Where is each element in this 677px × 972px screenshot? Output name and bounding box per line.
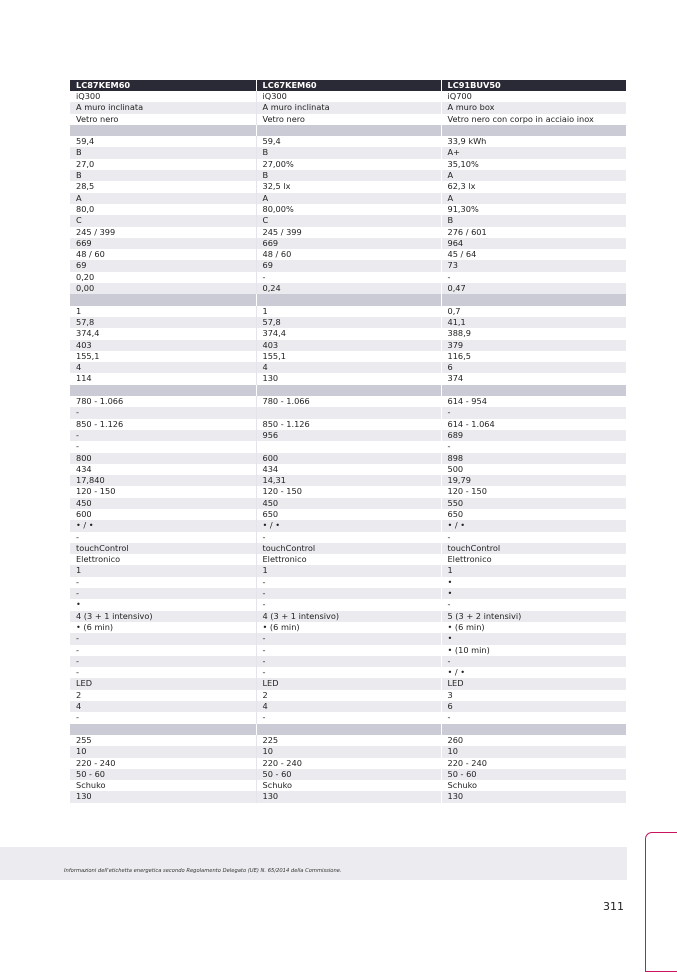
table-row — [70, 577, 626, 588]
separator-cell — [441, 385, 626, 396]
separator-cell — [256, 125, 441, 136]
table-cell: 130 — [441, 791, 626, 802]
table-cell: 600 — [256, 453, 441, 464]
table-cell: A muro box — [441, 102, 626, 113]
table-row — [70, 373, 626, 384]
table-cell — [256, 441, 441, 452]
table-cell: 80,00% — [256, 204, 441, 215]
table-cell: - — [441, 712, 626, 723]
table-cell: 116,5 — [441, 351, 626, 362]
table-row — [70, 532, 626, 543]
table-row — [70, 396, 626, 407]
separator-cell — [70, 125, 256, 136]
table-row — [70, 340, 626, 351]
table-cell: 500 — [441, 464, 626, 475]
table-cell: 245 / 399 — [70, 227, 256, 238]
table-row — [70, 622, 626, 633]
table-cell: 669 — [70, 238, 256, 249]
table-cell: 155,1 — [256, 351, 441, 362]
table-cell: - — [70, 407, 256, 418]
table-row — [70, 136, 626, 147]
table-cell: - — [441, 441, 626, 452]
table-cell: 1 — [70, 306, 256, 317]
table-cell: 57,8 — [256, 317, 441, 328]
table-cell: 4 — [70, 701, 256, 712]
table-cell: 32,5 lx — [256, 181, 441, 192]
table-cell: Elettronico — [70, 554, 256, 565]
table-cell: • (10 min) — [441, 645, 626, 656]
table-cell: 1 — [70, 565, 256, 576]
table-cell: 4 — [256, 362, 441, 373]
table-cell: 27,0 — [70, 159, 256, 170]
table-cell: - — [441, 272, 626, 283]
table-cell: 600 — [70, 509, 256, 520]
table-row — [70, 102, 626, 113]
table-cell: 260 — [441, 735, 626, 746]
table-cell: - — [70, 667, 256, 678]
table-cell: • — [441, 588, 626, 599]
table-cell: 4 (3 + 1 intensivo) — [70, 611, 256, 622]
table-row — [70, 159, 626, 170]
table-cell: 0,24 — [256, 283, 441, 294]
table-row — [70, 328, 626, 339]
table-cell: 434 — [70, 464, 256, 475]
header-row — [70, 80, 626, 91]
table-cell: 130 — [256, 373, 441, 384]
table-cell: 10 — [256, 746, 441, 757]
table-row — [70, 486, 626, 497]
table-cell: - — [256, 645, 441, 656]
table-row — [70, 91, 626, 102]
table-cell: - — [70, 430, 256, 441]
table-cell: B — [70, 170, 256, 181]
table-cell: 120 - 150 — [70, 486, 256, 497]
table-row — [70, 283, 626, 294]
table-cell: - — [256, 577, 441, 588]
table-cell: 17,840 — [70, 475, 256, 486]
model-header: LC91BUV50 — [441, 80, 626, 91]
spec-body — [70, 91, 626, 803]
table-cell: A — [441, 170, 626, 181]
table-cell: 388,9 — [441, 328, 626, 339]
table-cell: A muro inclinata — [256, 102, 441, 113]
table-row — [70, 272, 626, 283]
table-cell: touchControl — [70, 543, 256, 554]
table-row — [70, 170, 626, 181]
table-cell: 6 — [441, 362, 626, 373]
table-cell: A muro inclinata — [70, 102, 256, 113]
table-cell: Vetro nero con corpo in acciaio inox — [441, 114, 626, 125]
table-cell: 155,1 — [70, 351, 256, 362]
table-cell: 2 — [256, 690, 441, 701]
table-cell: 4 (3 + 1 intensivo) — [256, 611, 441, 622]
table-cell: 80,0 — [70, 204, 256, 215]
table-row — [70, 746, 626, 757]
separator-cell — [256, 294, 441, 305]
table-row — [70, 215, 626, 226]
table-cell: - — [441, 407, 626, 418]
table-row — [70, 735, 626, 746]
table-cell: 956 — [256, 430, 441, 441]
table-cell: 800 — [70, 453, 256, 464]
table-cell: 276 / 601 — [441, 227, 626, 238]
table-cell: C — [70, 215, 256, 226]
table-cell: • — [70, 599, 256, 610]
table-cell: 3 — [441, 690, 626, 701]
table-cell: iQ300 — [256, 91, 441, 102]
table-cell: - — [70, 656, 256, 667]
separator-cell — [256, 385, 441, 396]
table-cell: 669 — [256, 238, 441, 249]
table-cell: - — [256, 532, 441, 543]
table-cell: 220 - 240 — [256, 758, 441, 769]
table-row — [70, 351, 626, 362]
table-cell: 550 — [441, 498, 626, 509]
table-cell: 69 — [256, 260, 441, 271]
table-cell: 50 - 60 — [256, 769, 441, 780]
table-cell: 50 - 60 — [441, 769, 626, 780]
table-row — [70, 430, 626, 441]
table-cell: touchControl — [256, 543, 441, 554]
table-cell: 1 — [256, 306, 441, 317]
section-separator — [70, 125, 626, 136]
table-cell: • / • — [70, 520, 256, 531]
table-row — [70, 204, 626, 215]
table-cell: • — [441, 633, 626, 644]
table-row — [70, 712, 626, 723]
table-row — [70, 441, 626, 452]
table-row — [70, 249, 626, 260]
table-row — [70, 520, 626, 531]
table-cell: - — [256, 599, 441, 610]
table-cell: 6 — [441, 701, 626, 712]
table-cell: B — [256, 147, 441, 158]
table-row — [70, 238, 626, 249]
table-cell: 73 — [441, 260, 626, 271]
section-separator — [70, 385, 626, 396]
table-cell: 0,20 — [70, 272, 256, 283]
table-cell: • / • — [441, 520, 626, 531]
footnote-band — [0, 847, 627, 880]
table-cell: iQ700 — [441, 91, 626, 102]
table-row — [70, 678, 626, 689]
table-cell: 28,5 — [70, 181, 256, 192]
table-cell: Schuko — [256, 780, 441, 791]
table-cell: - — [70, 441, 256, 452]
table-row — [70, 791, 626, 802]
table-row — [70, 667, 626, 678]
table-cell: 120 - 150 — [441, 486, 626, 497]
table-cell: Vetro nero — [256, 114, 441, 125]
table-cell: - — [256, 656, 441, 667]
table-cell: 898 — [441, 453, 626, 464]
table-cell: - — [441, 656, 626, 667]
table-cell: - — [256, 588, 441, 599]
table-cell: 48 / 60 — [70, 249, 256, 260]
table-row — [70, 419, 626, 430]
table-cell: B — [70, 147, 256, 158]
footnote: Informazioni dell'etichetta energetica secondo Regolamento Delegato (UE) N. 65/2014 della Commissione. — [64, 868, 342, 874]
table-cell: 10 — [70, 746, 256, 757]
table-cell: - — [256, 712, 441, 723]
table-cell: 130 — [256, 791, 441, 802]
table-cell — [256, 407, 441, 418]
table-cell: 650 — [256, 509, 441, 520]
table-row — [70, 758, 626, 769]
table-cell: 450 — [256, 498, 441, 509]
section-separator — [70, 294, 626, 305]
table-cell: 114 — [70, 373, 256, 384]
table-cell: 50 - 60 — [70, 769, 256, 780]
page-number: 311 — [603, 900, 624, 913]
table-row — [70, 543, 626, 554]
table-cell: 41,1 — [441, 317, 626, 328]
table-cell: 964 — [441, 238, 626, 249]
table-cell: 850 - 1.126 — [70, 419, 256, 430]
table-row — [70, 464, 626, 475]
table-cell: touchControl — [441, 543, 626, 554]
table-row — [70, 407, 626, 418]
table-cell: 220 - 240 — [70, 758, 256, 769]
table-cell: • (6 min) — [441, 622, 626, 633]
table-cell: LED — [70, 678, 256, 689]
table-cell: 689 — [441, 430, 626, 441]
table-row — [70, 645, 626, 656]
table-cell: 379 — [441, 340, 626, 351]
separator-cell — [70, 385, 256, 396]
model-header: LC67KEM60 — [256, 80, 441, 91]
table-cell: 10 — [441, 746, 626, 757]
table-row — [70, 633, 626, 644]
table-cell: 850 - 1.126 — [256, 419, 441, 430]
table-cell: B — [441, 215, 626, 226]
table-cell: 0,00 — [70, 283, 256, 294]
table-cell: A — [256, 193, 441, 204]
separator-cell — [70, 294, 256, 305]
table-row — [70, 181, 626, 192]
table-cell: 48 / 60 — [256, 249, 441, 260]
table-cell: 4 — [256, 701, 441, 712]
table-cell: 0,47 — [441, 283, 626, 294]
table-cell: Schuko — [70, 780, 256, 791]
table-cell: 130 — [70, 791, 256, 802]
table-cell: 4 — [70, 362, 256, 373]
table-cell: • (6 min) — [256, 622, 441, 633]
table-cell: 59,4 — [70, 136, 256, 147]
table-cell: 374,4 — [70, 328, 256, 339]
table-cell: 403 — [70, 340, 256, 351]
table-cell: Schuko — [441, 780, 626, 791]
table-cell: 35,10% — [441, 159, 626, 170]
table-cell: - — [70, 645, 256, 656]
separator-cell — [441, 294, 626, 305]
spec-table — [70, 80, 626, 803]
table-cell: Vetro nero — [70, 114, 256, 125]
table-cell: 225 — [256, 735, 441, 746]
table-cell: iQ300 — [70, 91, 256, 102]
table-cell: 120 - 150 — [256, 486, 441, 497]
table-cell: 614 - 1.064 — [441, 419, 626, 430]
table-row — [70, 588, 626, 599]
table-row — [70, 306, 626, 317]
side-tab-marker — [645, 832, 677, 972]
table-row — [70, 193, 626, 204]
table-row — [70, 780, 626, 791]
table-row — [70, 317, 626, 328]
table-cell: 245 / 399 — [256, 227, 441, 238]
table-cell: 450 — [70, 498, 256, 509]
table-row — [70, 260, 626, 271]
table-cell: - — [256, 667, 441, 678]
table-cell: - — [70, 588, 256, 599]
table-cell: 59,4 — [256, 136, 441, 147]
table-cell: 650 — [441, 509, 626, 520]
table-row — [70, 599, 626, 610]
separator-cell — [256, 724, 441, 735]
table-cell: 255 — [70, 735, 256, 746]
table-row — [70, 509, 626, 520]
table-row — [70, 114, 626, 125]
table-cell: A+ — [441, 147, 626, 158]
separator-cell — [441, 125, 626, 136]
table-cell: 434 — [256, 464, 441, 475]
table-cell: - — [441, 599, 626, 610]
table-cell: 69 — [70, 260, 256, 271]
table-cell: LED — [256, 678, 441, 689]
table-cell: Elettronico — [256, 554, 441, 565]
table-row — [70, 147, 626, 158]
table-cell: • / • — [256, 520, 441, 531]
table-cell: • (6 min) — [70, 622, 256, 633]
table-cell: - — [256, 633, 441, 644]
separator-cell — [441, 724, 626, 735]
table-cell: 403 — [256, 340, 441, 351]
table-cell: 14,31 — [256, 475, 441, 486]
table-cell: 0,7 — [441, 306, 626, 317]
table-cell: 1 — [256, 565, 441, 576]
table-cell: 2 — [70, 690, 256, 701]
table-cell: - — [441, 532, 626, 543]
table-cell: 62,3 lx — [441, 181, 626, 192]
table-cell: 33,9 kWh — [441, 136, 626, 147]
table-cell: - — [70, 712, 256, 723]
separator-cell — [70, 724, 256, 735]
table-cell: 19,79 — [441, 475, 626, 486]
table-cell: 374 — [441, 373, 626, 384]
table-row — [70, 769, 626, 780]
table-cell: • / • — [441, 667, 626, 678]
table-cell: A — [70, 193, 256, 204]
table-cell: 374,4 — [256, 328, 441, 339]
table-row — [70, 362, 626, 373]
table-cell: 57,8 — [70, 317, 256, 328]
table-cell: • — [441, 577, 626, 588]
table-row — [70, 611, 626, 622]
table-cell: - — [70, 633, 256, 644]
table-cell: 5 (3 + 2 intensivi) — [441, 611, 626, 622]
table-row — [70, 498, 626, 509]
table-cell: - — [70, 577, 256, 588]
table-cell: 27,00% — [256, 159, 441, 170]
table-cell: 45 / 64 — [441, 249, 626, 260]
table-cell: C — [256, 215, 441, 226]
table-row — [70, 701, 626, 712]
table-cell: 614 - 954 — [441, 396, 626, 407]
table-cell: Elettronico — [441, 554, 626, 565]
model-header: LC87KEM60 — [70, 80, 256, 91]
table-cell: A — [441, 193, 626, 204]
table-cell: - — [256, 272, 441, 283]
table-row — [70, 565, 626, 576]
table-cell: 780 - 1.066 — [70, 396, 256, 407]
table-cell: - — [70, 532, 256, 543]
table-row — [70, 227, 626, 238]
section-separator — [70, 724, 626, 735]
table-row — [70, 690, 626, 701]
table-row — [70, 554, 626, 565]
table-cell: B — [256, 170, 441, 181]
table-row — [70, 656, 626, 667]
table-cell: 91,30% — [441, 204, 626, 215]
table-cell: 1 — [441, 565, 626, 576]
table-cell: 220 - 240 — [441, 758, 626, 769]
table-row — [70, 475, 626, 486]
table-cell: LED — [441, 678, 626, 689]
table-row — [70, 453, 626, 464]
table-cell: 780 - 1.066 — [256, 396, 441, 407]
